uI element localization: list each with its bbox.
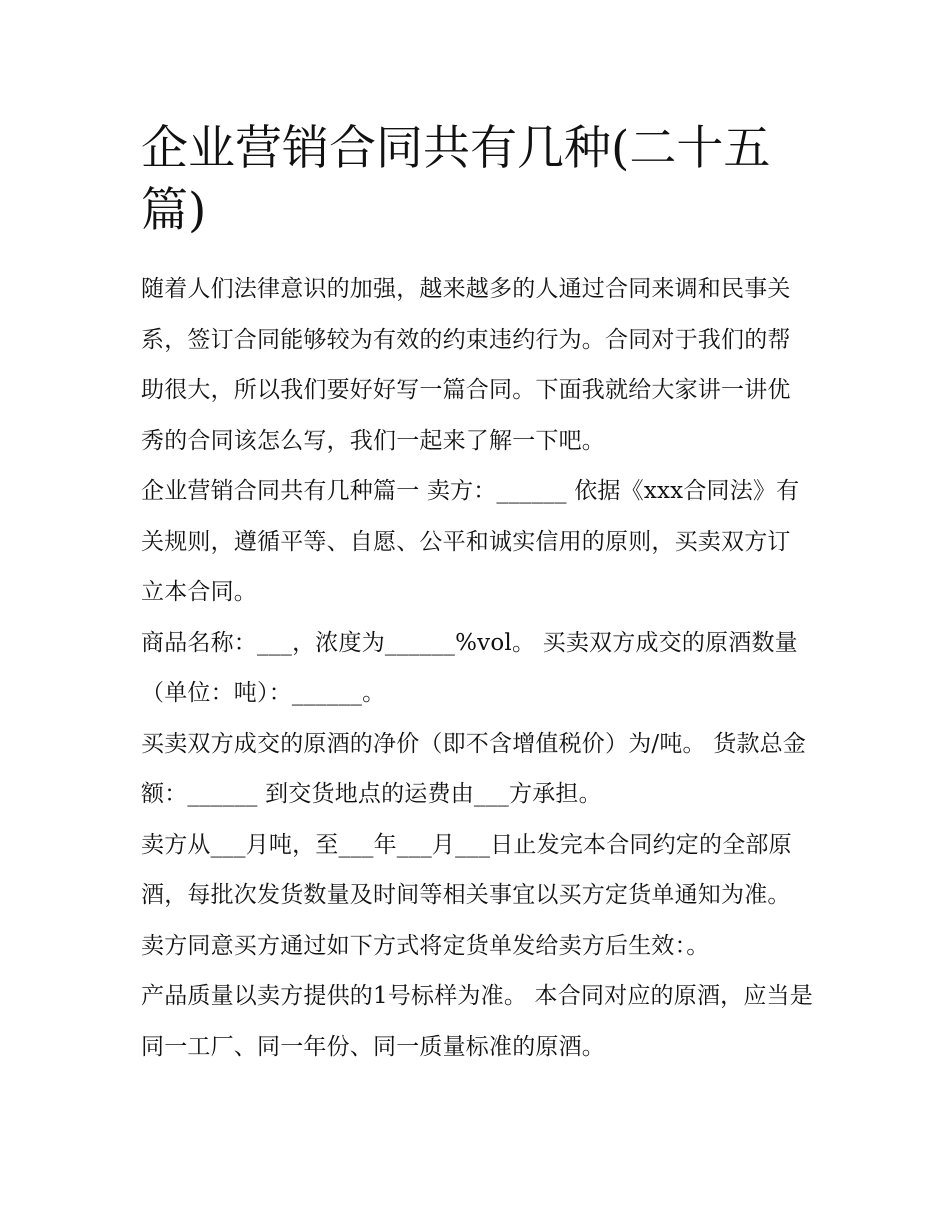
intro-paragraph: 随着人们法律意识的加强，越来越多的人通过合同来调和民事关系，签订合同能够较为有效的约束违约行为。合同对于我们的帮助很大，所以我们要好好写一篇合同。下面我就给大家讲一讲优秀的合同该怎么写，我们一起来了解一下吧。 bbox=[141, 276, 791, 454]
seller-paragraph: 企业营销合同共有几种篇一 卖方：______ 依据《xxx合同法》有关规则，遵循平等、自愿、公平和诚实信用的原则，买卖双方订立本合同。 bbox=[141, 478, 800, 605]
document-title: 企业营销合同共有几种(二十五篇) bbox=[141, 121, 771, 238]
quality-paragraph: 产品质量以卖方提供的1号标样为准。 本合同对应的原酒，应当是同一工厂、同一年份、同一质量标准的原酒。 bbox=[141, 983, 813, 1060]
delivery-paragraph: 卖方从___月吨，至___年___月___日止发完本合同约定的全部原酒，每批次发货数量及时间等相关事宜以买方定货单通知为准。卖方同意买方通过如下方式将定货单发给卖方后生效：。 bbox=[141, 831, 792, 959]
price-paragraph: 买卖双方成交的原酒的净价（即不含增值税价）为/吨。 货款总金额：______ 到交货地点的运费由___方承担。 bbox=[141, 730, 807, 807]
document-body bbox=[141, 118, 813, 1072]
product-name-paragraph: 商品名称：___，浓度为______%vol。 买卖双方成交的原酒数量（单位：吨）：______。 bbox=[141, 629, 798, 706]
